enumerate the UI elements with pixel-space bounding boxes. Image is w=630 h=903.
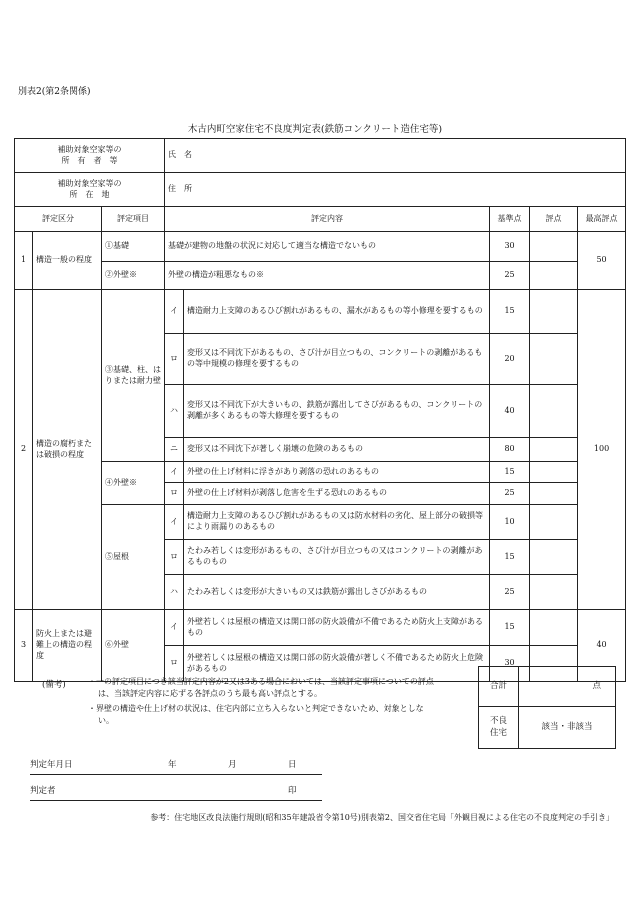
section-number: 2: [15, 290, 33, 610]
item-name: ⑤屋根: [102, 505, 165, 610]
header-item: 評定項目: [102, 207, 165, 232]
item-mark: イ: [165, 505, 184, 540]
base-score: 15: [490, 610, 530, 646]
base-score: 30: [490, 232, 530, 262]
base-score: 10: [490, 505, 530, 540]
item-content: 外壁若しくは屋根の構造又は開口部の防火設備が不備であるため防火上支障があるもの: [184, 610, 490, 646]
header-category: 評定区分: [15, 207, 102, 232]
section-category: 構造の腐朽または破損の程度: [33, 290, 102, 610]
item-name: ④外壁※: [102, 462, 165, 505]
item-content: 外壁若しくは屋根の構造又は開口部の防火設備が著しく不備であるため防火上危険があるもの: [184, 646, 490, 682]
base-score: 25: [490, 262, 530, 290]
summary-table: [478, 666, 616, 749]
item-mark: ロ: [165, 334, 184, 385]
date-line[interactable]: 判定年月日 年 月 日: [30, 752, 322, 775]
item-content: 変形又は不同沈下が大きいもの、鉄筋が露出してさびがあるもの、コンクリートの剥離が多くあるもの等大修理を要するもの: [184, 385, 490, 438]
item-name: ①基礎: [102, 232, 165, 262]
item-mark: ハ: [165, 575, 184, 610]
note-item: ・界壁の構造や仕上げ材の状況は、住宅内部に立ち入らないと判定できないため、対象としない。: [88, 703, 424, 726]
item-name: ⑥外壁: [102, 610, 165, 682]
item-mark: ロ: [165, 540, 184, 575]
item-mark: イ: [165, 290, 184, 334]
item-mark: ロ: [165, 483, 184, 505]
judge-line[interactable]: 判定者 印: [30, 778, 322, 801]
assessment-table: [14, 138, 626, 682]
item-content: 変形又は不同沈下があるもの、さび汁が目立つもの、コンクリートの剥離があるもの等中規模の修理を要するもの: [184, 334, 490, 385]
owner-label: 補助対象空家等の 所 有 者 等: [15, 139, 165, 173]
score-field[interactable]: [530, 610, 578, 646]
section-number: 3: [15, 610, 33, 682]
item-content: たわみ若しくは変形が大きいもの又は鉄筋が露出しさびがあるもの: [184, 575, 490, 610]
base-score: 15: [490, 290, 530, 334]
item-name: ③基礎、柱、はりまたは耐力壁: [102, 290, 165, 462]
base-score: 15: [490, 462, 530, 483]
notes-label: (備考): [42, 680, 66, 690]
base-score: 30: [490, 646, 530, 682]
item-content: 構造耐力上支障のあるひび割れがあるもの、漏水があるもの等小修理を要するもの: [184, 290, 490, 334]
base-score: 25: [490, 575, 530, 610]
item-content: 外壁の仕上げ材料に浮きがあり剥落の恐れのあるもの: [184, 462, 490, 483]
item-content: たわみ若しくは変形があるもの、さび汁が目立つもの又はコンクリートの剥離があるものもの: [184, 540, 490, 575]
max-score: 100: [578, 290, 626, 610]
score-field[interactable]: [530, 462, 578, 483]
max-score: 50: [578, 232, 626, 290]
form-heading: 別表2(第2条関係): [18, 87, 91, 97]
item-mark: イ: [165, 462, 184, 483]
base-score: 40: [490, 385, 530, 438]
item-content: 基礎が建物の地盤の状況に対応して適当な構造でないもの: [165, 232, 490, 262]
score-field[interactable]: [530, 262, 578, 290]
item-mark: イ: [165, 610, 184, 646]
item-name: ②外壁※: [102, 262, 165, 290]
table-row: [15, 262, 626, 290]
item-content: 構造耐力上支障のあるひび割れがあるもの又は防水材料の劣化、屋上部分の破損等により雨漏りのあるもの: [184, 505, 490, 540]
table-row: [15, 505, 626, 540]
note-item: ・一の評定項目につき該当評定内容が2又は3ある場合においては、当該評定事項についての評点は、当該評定内容に応ずる各評点のうち最も高い評点とする。: [88, 677, 434, 699]
score-field[interactable]: [530, 483, 578, 505]
score-field[interactable]: [530, 385, 578, 438]
item-mark: ハ: [165, 385, 184, 438]
item-mark: ロ: [165, 646, 184, 682]
item-content: 外壁の構造が粗悪なもの※: [165, 262, 490, 290]
score-field[interactable]: [530, 505, 578, 540]
form-title: 木古内町空家住宅不良度判定表(鉄筋コンクリート造住宅等): [187, 124, 443, 135]
max-score: 40: [578, 610, 626, 682]
location-label: 補助対象空家等の 所 在 地: [15, 173, 165, 207]
defect-value[interactable]: 該当・非該当: [519, 707, 616, 749]
header-score: 評点: [530, 207, 578, 232]
score-field[interactable]: [530, 575, 578, 610]
total-label: 合計: [479, 667, 519, 707]
base-score: 25: [490, 483, 530, 505]
base-score: 80: [490, 438, 530, 462]
notes: [88, 676, 436, 730]
header-content: 評定内容: [165, 207, 490, 232]
item-content: 変形又は不同沈下が著しく崩壊の危険のあるもの: [184, 438, 490, 462]
table-row: [15, 232, 626, 262]
owner-name-field[interactable]: 氏 名: [165, 139, 626, 173]
score-field[interactable]: [530, 290, 578, 334]
base-score: 15: [490, 540, 530, 575]
section-category: 構造一般の程度: [33, 232, 102, 290]
base-score: 20: [490, 334, 530, 385]
table-row: [15, 610, 626, 646]
score-field[interactable]: [530, 438, 578, 462]
section-category: 防火上または避難上の構造の程度: [33, 610, 102, 682]
score-field[interactable]: [530, 232, 578, 262]
item-content: 外壁の仕上げ材料が剥落し危害を生ずる恐れのあるもの: [184, 483, 490, 505]
reference-note: 参考：住宅地区改良法施行規則(昭和35年建設省令第10号)別表第2、国交省住宅局「外観目視による住宅の不良度判定の手引き」: [150, 813, 614, 822]
header-base: 基準点: [490, 207, 530, 232]
score-field[interactable]: [530, 334, 578, 385]
address-field[interactable]: 住 所: [165, 173, 626, 207]
score-field[interactable]: [530, 540, 578, 575]
table-row: [15, 462, 626, 483]
header-max: 最高評点: [578, 207, 626, 232]
section-number: 1: [15, 232, 33, 290]
item-mark: ニ: [165, 438, 184, 462]
defect-label: 不良 住宅: [479, 707, 519, 749]
total-field[interactable]: 点: [519, 667, 616, 707]
table-row: [15, 290, 626, 334]
